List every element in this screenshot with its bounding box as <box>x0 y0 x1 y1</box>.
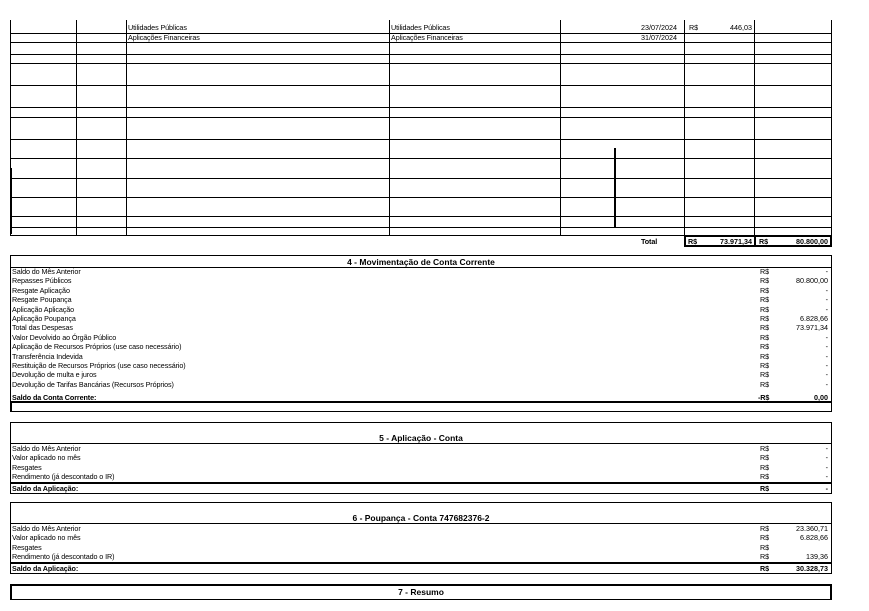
row-currency: R$ <box>760 285 769 295</box>
row-value: - <box>825 295 828 305</box>
table-line <box>684 20 685 236</box>
row-value: 73.971,34 <box>796 323 828 333</box>
table-line <box>76 20 77 236</box>
row-currency: R$ <box>760 453 769 463</box>
row-currency: R$ <box>760 444 769 453</box>
row-label: Saldo do Mês Anterior <box>12 444 81 453</box>
section-divider <box>10 443 832 444</box>
row-label: Aplicação Poupança <box>12 314 76 323</box>
row-label: Rendimento (já descontado o IR) <box>12 552 115 562</box>
section-title: 4 - Movimentação de Conta Corrente <box>347 257 495 267</box>
table-line <box>10 42 832 43</box>
table-line <box>10 107 832 108</box>
row-value: - <box>825 332 828 342</box>
total-currency: R$ <box>759 237 768 246</box>
row-value: - <box>825 351 828 361</box>
table-line <box>389 20 390 236</box>
row-label: Valor aplicado no mês <box>12 533 81 543</box>
row-value: - <box>825 361 828 370</box>
row-value: 80.800,00 <box>796 276 828 286</box>
row-value: - <box>825 285 828 295</box>
row-currency: R$ <box>760 267 769 276</box>
row-label: Devolução de Tarifas Bancárias (Recursos Próprios) <box>12 379 174 389</box>
section-divider <box>10 562 832 564</box>
table-cell: Aplicações Financeiras <box>391 33 463 42</box>
row-currency: R$ <box>760 342 769 352</box>
table-line <box>10 197 832 198</box>
row-label: Restituição de Recursos Próprios (use caso necessário) <box>12 361 186 370</box>
table-line <box>10 227 832 228</box>
table-cell-currency: R$ <box>689 23 698 32</box>
row-value: - <box>825 304 828 314</box>
row-currency: R$ <box>760 472 769 482</box>
table-cell: Utilidades Públicas <box>128 23 187 32</box>
row-label: Saldo da Conta Corrente: <box>12 393 97 402</box>
row-label: Saldo da Aplicação: <box>12 484 79 493</box>
table-line <box>754 20 755 236</box>
row-value: 6.828,66 <box>800 533 828 543</box>
row-label: Saldo do Mês Anterior <box>12 267 81 276</box>
row-value: - <box>825 462 828 472</box>
total-value: 73.971,34 <box>720 237 752 246</box>
section-divider <box>10 523 832 524</box>
table-cell-date: 23/07/2024 <box>641 23 677 32</box>
row-value: - <box>825 444 828 453</box>
table-line <box>10 54 832 55</box>
table-line <box>831 20 832 236</box>
row-label: Resgates <box>12 462 42 472</box>
total-label: Total <box>641 237 658 246</box>
table-line <box>126 20 127 236</box>
section-title: 5 - Aplicação - Conta <box>379 433 463 443</box>
row-value: 0,00 <box>814 393 828 402</box>
row-label: Saldo do Mês Anterior <box>12 524 81 533</box>
row-label: Saldo da Aplicação: <box>12 564 79 573</box>
row-value: - <box>825 379 828 389</box>
row-currency: R$ <box>760 295 769 305</box>
table-line <box>10 216 832 217</box>
row-value: - <box>825 267 828 276</box>
table-cell: Aplicações Financeiras <box>128 33 200 42</box>
row-value: - <box>825 370 828 380</box>
row-value: - <box>825 342 828 352</box>
row-currency: -R$ <box>758 393 770 402</box>
row-label: Aplicação Aplicação <box>12 304 75 314</box>
row-currency: R$ <box>760 542 769 552</box>
table-line <box>10 178 832 179</box>
row-label: Repasses Públicos <box>12 276 72 286</box>
row-currency: R$ <box>760 533 769 543</box>
row-value: 139,36 <box>806 552 828 562</box>
row-label: Transferência Indevida <box>12 351 83 361</box>
table-cell-date: 31/07/2024 <box>641 33 677 42</box>
section-divider <box>10 267 832 268</box>
row-currency: R$ <box>760 332 769 342</box>
row-value: - <box>825 484 828 493</box>
row-currency: R$ <box>760 314 769 323</box>
row-currency: R$ <box>760 276 769 286</box>
row-currency: R$ <box>760 484 769 493</box>
row-value: 23.360,71 <box>796 524 828 533</box>
section-title: 6 - Poupança - Conta 747682376-2 <box>352 513 490 523</box>
table-line <box>10 63 832 64</box>
row-label: Devolução de multa e juros <box>12 370 97 380</box>
row-currency: R$ <box>760 524 769 533</box>
table-line <box>754 235 756 247</box>
row-currency: R$ <box>760 323 769 333</box>
section-title: 7 - Resumo <box>398 587 444 597</box>
row-label: Resgates <box>12 542 42 552</box>
row-currency: R$ <box>760 379 769 389</box>
row-currency: R$ <box>760 304 769 314</box>
row-label: Resgate Aplicação <box>12 285 70 295</box>
row-label: Resgate Poupança <box>12 295 72 305</box>
row-value: - <box>825 472 828 482</box>
table-line <box>10 85 832 86</box>
section-divider <box>10 482 832 484</box>
table-line <box>10 139 832 140</box>
row-label: Valor aplicado no mês <box>12 453 81 463</box>
table-line <box>560 20 561 236</box>
table-cell: Utilidades Públicas <box>391 23 450 32</box>
table-line <box>10 158 832 159</box>
row-label: Aplicação de Recursos Próprios (use caso necessário) <box>12 342 182 352</box>
total-currency: R$ <box>688 237 697 246</box>
row-currency: R$ <box>760 351 769 361</box>
row-value: - <box>825 453 828 463</box>
row-currency: R$ <box>760 361 769 370</box>
row-currency: R$ <box>760 552 769 562</box>
row-value: 30.328,73 <box>796 564 828 573</box>
row-value: 6.828,66 <box>800 314 828 323</box>
table-cell-value: 446,03 <box>730 23 752 32</box>
row-currency: R$ <box>760 370 769 380</box>
row-label: Valor Devolvido ao Órgão Público <box>12 332 117 342</box>
row-label: Rendimento (já descontado o IR) <box>12 472 115 482</box>
table-line <box>10 401 12 412</box>
row-currency: R$ <box>760 564 769 573</box>
row-currency: R$ <box>760 462 769 472</box>
total-value: 80.800,00 <box>796 237 828 246</box>
section-divider <box>10 401 832 403</box>
table-line <box>10 117 832 118</box>
row-label: Total das Despesas <box>12 323 73 333</box>
